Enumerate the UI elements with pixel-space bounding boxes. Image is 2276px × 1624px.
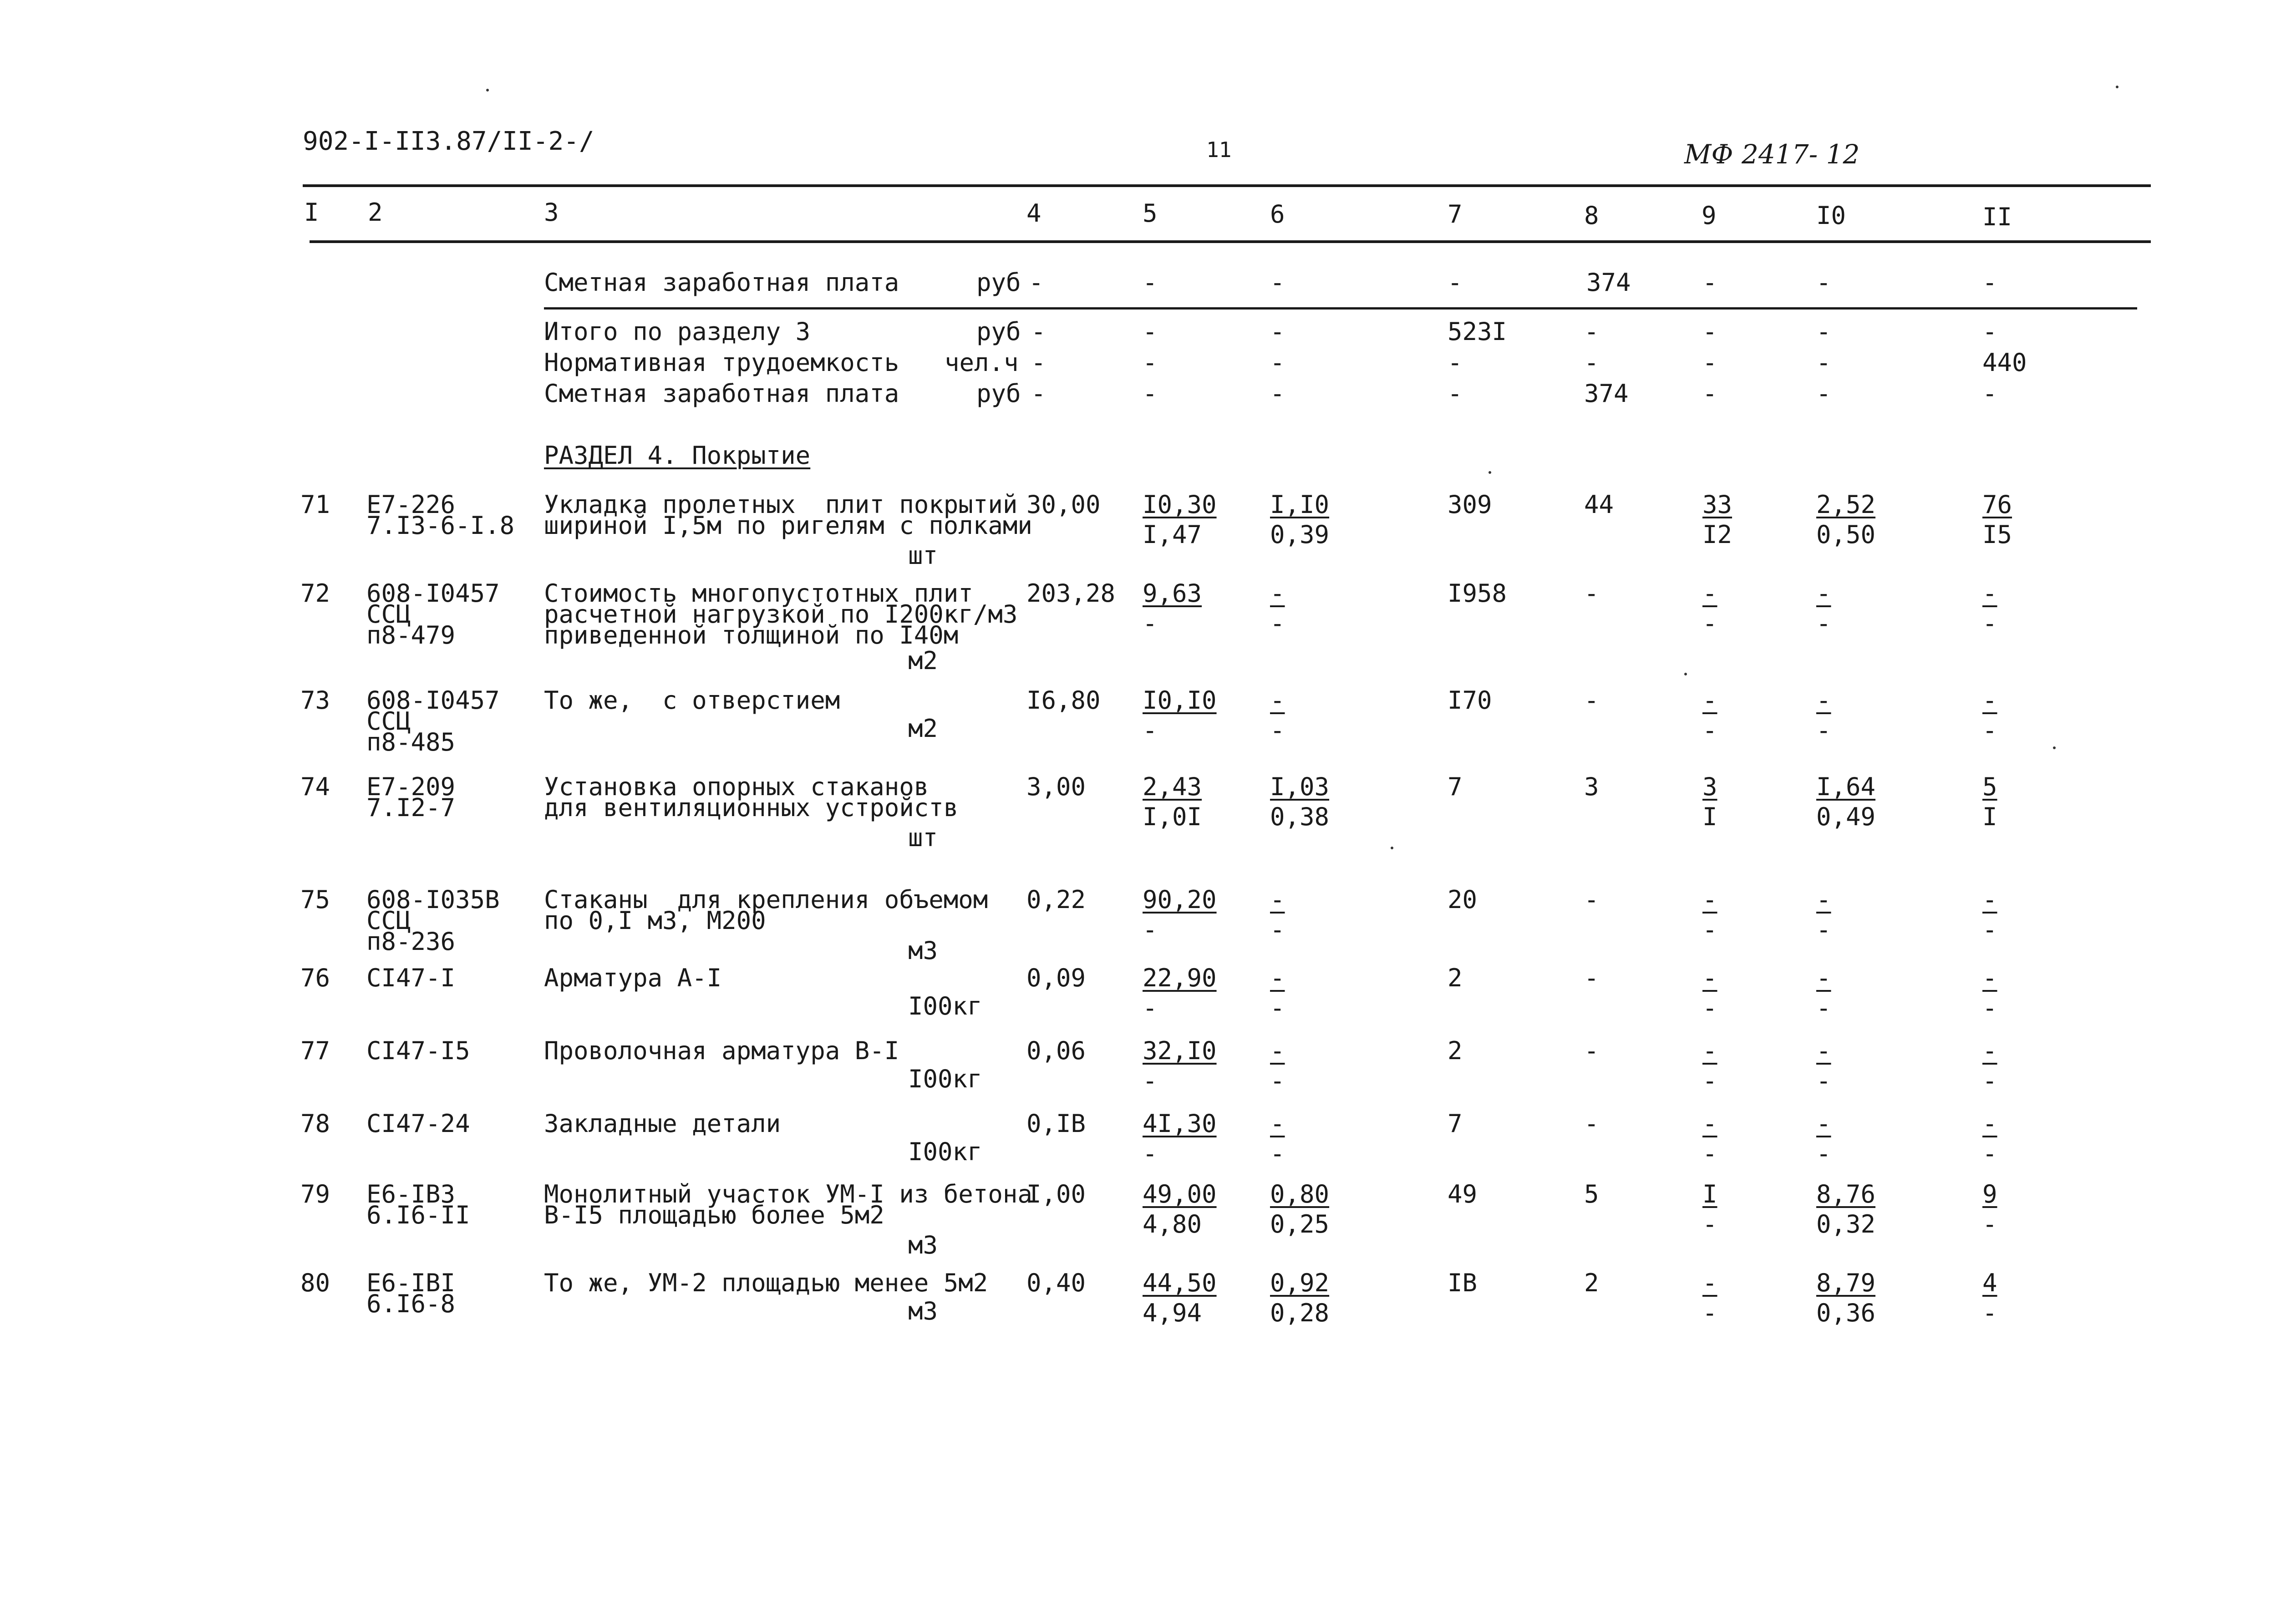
totals-c4: - xyxy=(1031,379,1046,408)
row-code-line1: Е7-209 xyxy=(366,772,456,801)
row-col10-top: - xyxy=(1816,885,1831,914)
row-number: 75 xyxy=(300,885,330,914)
row-col11-top: - xyxy=(1982,579,1997,608)
row-unit: I00кг xyxy=(908,1137,982,1166)
summary-c6: - xyxy=(1270,268,1285,297)
row-quantity: 0,06 xyxy=(1026,1036,1086,1065)
totals-c7: - xyxy=(1448,379,1463,408)
row-col9-top: - xyxy=(1702,579,1717,608)
row-col7: I70 xyxy=(1448,686,1492,715)
row-quantity: 3,00 xyxy=(1026,772,1086,801)
row-col8: - xyxy=(1584,1109,1599,1138)
totals-c5: - xyxy=(1143,317,1158,346)
row-col5-bottom: - xyxy=(1143,1066,1158,1095)
summary-c9: - xyxy=(1702,268,1717,297)
row-col11-top: - xyxy=(1982,1109,1997,1138)
row-col9-top: - xyxy=(1702,885,1717,914)
row-col11-top: - xyxy=(1982,885,1997,914)
row-description-line1: Проволочная арматура В-I xyxy=(544,1036,899,1065)
row-col9-bottom: I2 xyxy=(1702,520,1732,549)
row-description-line1: Установка опорных стаканов xyxy=(544,772,929,801)
row-col9-top: I xyxy=(1702,1180,1717,1208)
totals-c6: - xyxy=(1270,348,1285,377)
col-header-10: I0 xyxy=(1816,201,1846,230)
row-col9-bottom: - xyxy=(1702,1210,1717,1238)
row-col7: 2 xyxy=(1448,1036,1463,1065)
row-col11-bottom: - xyxy=(1982,716,1997,745)
row-col5-top: 2,43 xyxy=(1143,772,1202,801)
row-description-line3: приведенной толщиной по I40м xyxy=(544,621,959,650)
row-unit: шт xyxy=(908,823,938,852)
row-description-line2: шириной I,5м по ригелям с полками xyxy=(544,511,1032,540)
totals-c8: - xyxy=(1584,317,1599,346)
summary-c5: - xyxy=(1143,268,1158,297)
row-col5-bottom: 4,94 xyxy=(1143,1299,1202,1327)
row-col10-top: 8,76 xyxy=(1816,1180,1876,1208)
row-col5-top: I0,30 xyxy=(1143,490,1217,519)
row-number: 76 xyxy=(300,964,330,992)
row-col10-bottom: - xyxy=(1816,1139,1831,1168)
totals-c5: - xyxy=(1143,379,1158,408)
col-header-11: II xyxy=(1982,203,2012,231)
row-description-line1: Закладные детали xyxy=(544,1109,781,1138)
row-col9-bottom: - xyxy=(1702,609,1717,638)
header-bottom-rule xyxy=(310,240,2151,243)
totals-c8: - xyxy=(1584,348,1599,377)
row-quantity: I6,80 xyxy=(1026,686,1101,715)
col-header-3: 3 xyxy=(544,198,559,227)
row-col6-bottom: - xyxy=(1270,915,1285,944)
row-col5-bottom: - xyxy=(1143,716,1158,745)
scan-speck xyxy=(1489,471,1491,474)
row-col9-top: - xyxy=(1702,1036,1717,1065)
row-col11-top: - xyxy=(1982,1036,1997,1065)
row-code-line1: 608-I035В xyxy=(366,885,500,914)
row-col10-top: - xyxy=(1816,1036,1831,1065)
row-number: 73 xyxy=(300,686,330,715)
row-col10-bottom: - xyxy=(1816,994,1831,1022)
row-col10-bottom: - xyxy=(1816,1066,1831,1095)
row-col11-top: 76 xyxy=(1982,490,2012,519)
row-code-line1: Е7-226 xyxy=(366,490,456,519)
row-code-line1: СI47-I xyxy=(366,964,456,992)
col-header-6: 6 xyxy=(1270,200,1285,228)
row-col10-top: - xyxy=(1816,686,1831,715)
row-col9-bottom: - xyxy=(1702,1139,1717,1168)
row-col6-bottom: - xyxy=(1270,1066,1285,1095)
row-col10-top: - xyxy=(1816,964,1831,992)
row-col9-top: - xyxy=(1702,964,1717,992)
summary-unit: руб xyxy=(976,268,1021,297)
row-code-line1: Е6-IВI xyxy=(366,1269,456,1297)
row-col9-bottom: - xyxy=(1702,915,1717,944)
totals-c5: - xyxy=(1143,348,1158,377)
row-col6-bottom: 0,28 xyxy=(1270,1299,1330,1327)
row-col11-bottom: I5 xyxy=(1982,520,2012,549)
row-code-line2: ССЦ xyxy=(366,906,411,935)
row-description-line1: Стоимость многопустотных плит xyxy=(544,579,973,608)
row-col5-top: 4I,30 xyxy=(1143,1109,1217,1138)
row-col6-top: - xyxy=(1270,579,1285,608)
col-header-2: 2 xyxy=(368,198,383,227)
document-code: 902-I-II3.87/II-2-/ xyxy=(303,127,594,156)
totals-c11: 440 xyxy=(1982,348,2027,377)
totals-c9: - xyxy=(1702,317,1717,346)
row-quantity: 0,40 xyxy=(1026,1269,1086,1297)
scan-speck xyxy=(1391,847,1393,849)
row-description-line1: То же, с отверстием xyxy=(544,686,840,715)
row-col8: - xyxy=(1584,964,1599,992)
totals-unit: руб xyxy=(976,379,1021,408)
row-col6-top: - xyxy=(1270,686,1285,715)
row-unit: м3 xyxy=(908,936,938,965)
totals-c7: 523I xyxy=(1448,317,1507,346)
row-col5-bottom: - xyxy=(1143,609,1158,638)
row-col6-top: - xyxy=(1270,964,1285,992)
row-code-line1: СI47-24 xyxy=(366,1109,470,1138)
summary-c8: 374 xyxy=(1586,268,1631,297)
row-col9-top: - xyxy=(1702,686,1717,715)
row-col10-bottom: 0,50 xyxy=(1816,520,1876,549)
row-col10-bottom: - xyxy=(1816,915,1831,944)
row-col7: 2 xyxy=(1448,964,1463,992)
row-col6-bottom: 0,25 xyxy=(1270,1210,1330,1238)
row-col5-bottom: - xyxy=(1143,915,1158,944)
row-col8: - xyxy=(1584,579,1599,608)
summary-label: Сметная заработная плата xyxy=(544,268,899,297)
row-col6-bottom: - xyxy=(1270,1139,1285,1168)
row-col10-bottom: 0,32 xyxy=(1816,1210,1876,1238)
row-col10-bottom: 0,49 xyxy=(1816,802,1876,831)
row-col5-bottom: - xyxy=(1143,994,1158,1022)
row-col7: 7 xyxy=(1448,772,1463,801)
totals-unit: руб xyxy=(976,317,1021,346)
row-col10-top: - xyxy=(1816,1109,1831,1138)
row-col8: 44 xyxy=(1584,490,1614,519)
row-unit: м2 xyxy=(908,646,938,675)
row-col9-top: - xyxy=(1702,1269,1717,1297)
row-col11-top: 4 xyxy=(1982,1269,1997,1297)
row-col5-top: 90,20 xyxy=(1143,885,1217,914)
row-description-line1: То же, УМ-2 площадью менее 5м2 xyxy=(544,1269,988,1297)
row-col11-top: - xyxy=(1982,964,1997,992)
row-code-line2: ССЦ xyxy=(366,600,411,629)
row-col10-top: - xyxy=(1816,579,1831,608)
row-unit: м2 xyxy=(908,714,938,743)
scan-speck xyxy=(2116,86,2119,88)
row-col9-top: 33 xyxy=(1702,490,1732,519)
col-header-5: 5 xyxy=(1143,199,1158,228)
row-col6-top: - xyxy=(1270,1109,1285,1138)
summary-rule xyxy=(544,307,2137,310)
row-col5-top: 32,I0 xyxy=(1143,1036,1217,1065)
row-description-line2: В-I5 площадью более 5м2 xyxy=(544,1201,884,1229)
row-col5-top: I0,I0 xyxy=(1143,686,1217,715)
totals-label: Итого по разделу 3 xyxy=(544,317,811,346)
row-code-line1: 608-I0457 xyxy=(366,579,500,608)
row-col11-bottom: I xyxy=(1982,802,1997,831)
row-col6-top: - xyxy=(1270,885,1285,914)
row-col8: 3 xyxy=(1584,772,1599,801)
row-code-line2: ССЦ xyxy=(366,707,411,736)
row-col7: 7 xyxy=(1448,1109,1463,1138)
row-col11-bottom: - xyxy=(1982,609,1997,638)
row-description-line1: Монолитный участок УМ-I из бетона xyxy=(544,1180,1032,1208)
summary-c4: - xyxy=(1029,268,1044,297)
row-col8: 5 xyxy=(1584,1180,1599,1208)
row-code-line3: п8-485 xyxy=(366,728,456,756)
row-code-line1: 608-I0457 xyxy=(366,686,500,715)
row-col9-top: 3 xyxy=(1702,772,1717,801)
row-col6-bottom: - xyxy=(1270,716,1285,745)
row-col6-top: - xyxy=(1270,1036,1285,1065)
row-code-line2: 6.I6-8 xyxy=(366,1289,456,1318)
row-description-line2: для вентиляционных устройств xyxy=(544,793,959,822)
scan-speck xyxy=(2053,746,2056,749)
row-col6-top: I,I0 xyxy=(1270,490,1330,519)
row-unit: м3 xyxy=(908,1297,938,1325)
row-col5-top: 44,50 xyxy=(1143,1269,1217,1297)
row-unit: I00кг xyxy=(908,1065,982,1093)
row-unit: шт xyxy=(908,541,938,570)
row-number: 72 xyxy=(300,579,330,608)
row-col10-bottom: 0,36 xyxy=(1816,1299,1876,1327)
row-number: 80 xyxy=(300,1269,330,1297)
totals-label: Нормативная трудоемкость xyxy=(544,348,899,377)
row-quantity: I,00 xyxy=(1026,1180,1086,1208)
row-col11-bottom: - xyxy=(1982,1066,1997,1095)
col-header-9: 9 xyxy=(1702,201,1717,230)
row-col11-bottom: - xyxy=(1982,994,1997,1022)
row-description-line2: по 0,I м3, М200 xyxy=(544,906,766,935)
row-description-line1: Арматура А-I xyxy=(544,964,722,992)
row-col6-bottom: 0,38 xyxy=(1270,802,1330,831)
totals-c6: - xyxy=(1270,379,1285,408)
row-col11-top: 9 xyxy=(1982,1180,1997,1208)
row-col9-bottom: I xyxy=(1702,802,1717,831)
section-title: РАЗДЕЛ 4. Покрытие xyxy=(544,441,811,470)
row-unit: м3 xyxy=(908,1231,938,1259)
row-unit: I00кг xyxy=(908,992,982,1020)
col-header-1: I xyxy=(304,198,319,227)
row-number: 79 xyxy=(300,1180,330,1208)
row-code-line2: 7.I2-7 xyxy=(366,793,456,822)
row-col7: 49 xyxy=(1448,1180,1478,1208)
row-col5-top: 9,63 xyxy=(1143,579,1202,608)
header-top-rule xyxy=(303,184,2151,187)
totals-c11: - xyxy=(1982,317,1997,346)
row-col7: I958 xyxy=(1448,579,1507,608)
row-number: 74 xyxy=(300,772,330,801)
row-col6-bottom: 0,39 xyxy=(1270,520,1330,549)
row-quantity: 30,00 xyxy=(1026,490,1101,519)
totals-c9: - xyxy=(1702,348,1717,377)
row-col8: - xyxy=(1584,1036,1599,1065)
row-code-line2: 6.I6-II xyxy=(366,1201,470,1229)
totals-c6: - xyxy=(1270,317,1285,346)
row-col11-bottom: - xyxy=(1982,1210,1997,1238)
row-col5-bottom: I,47 xyxy=(1143,520,1202,549)
handwritten-reference: МФ 2417- 12 xyxy=(1684,139,1860,170)
row-col6-bottom: - xyxy=(1270,994,1285,1022)
totals-label: Сметная заработная плата xyxy=(544,379,899,408)
row-number: 77 xyxy=(300,1036,330,1065)
row-quantity: 203,28 xyxy=(1026,579,1116,608)
col-header-8: 8 xyxy=(1584,201,1599,230)
row-col9-bottom: - xyxy=(1702,994,1717,1022)
row-col10-top: 2,52 xyxy=(1816,490,1876,519)
totals-c9: - xyxy=(1702,379,1717,408)
row-col8: - xyxy=(1584,686,1599,715)
row-col10-bottom: - xyxy=(1816,716,1831,745)
totals-c10: - xyxy=(1816,379,1831,408)
row-col9-bottom: - xyxy=(1702,716,1717,745)
row-col5-top: 22,90 xyxy=(1143,964,1217,992)
summary-c11: - xyxy=(1982,268,1997,297)
row-description-line1: Стаканы для крепления объемом xyxy=(544,885,988,914)
totals-c10: - xyxy=(1816,348,1831,377)
row-description-line1: Укладка пролетных плит покрытий xyxy=(544,490,1018,519)
row-code-line2: 7.I3-6-I.8 xyxy=(366,511,515,540)
row-code-line1: СI47-I5 xyxy=(366,1036,470,1065)
totals-c4: - xyxy=(1031,348,1046,377)
row-col8: - xyxy=(1584,885,1599,914)
row-col5-bottom: - xyxy=(1143,1139,1158,1168)
row-col6-top: I,03 xyxy=(1270,772,1330,801)
row-quantity: 0,22 xyxy=(1026,885,1086,914)
totals-c8: 374 xyxy=(1584,379,1629,408)
totals-unit: чел.ч xyxy=(945,348,1019,377)
row-col10-top: 8,79 xyxy=(1816,1269,1876,1297)
totals-c11: - xyxy=(1982,379,1997,408)
row-col11-bottom: - xyxy=(1982,1299,1997,1327)
row-col7: IВ xyxy=(1448,1269,1478,1297)
summary-c10: - xyxy=(1816,268,1831,297)
row-col5-bottom: I,0I xyxy=(1143,802,1202,831)
scan-speck xyxy=(1684,673,1687,675)
totals-c7: - xyxy=(1448,348,1463,377)
row-col10-bottom: - xyxy=(1816,609,1831,638)
row-col10-top: I,64 xyxy=(1816,772,1876,801)
row-col7: 309 xyxy=(1448,490,1492,519)
row-col11-top: - xyxy=(1982,686,1997,715)
row-quantity: 0,09 xyxy=(1026,964,1086,992)
row-col7: 20 xyxy=(1448,885,1478,914)
row-col6-top: 0,92 xyxy=(1270,1269,1330,1297)
row-quantity: 0,IВ xyxy=(1026,1109,1086,1138)
row-col11-top: 5 xyxy=(1982,772,1997,801)
row-number: 78 xyxy=(300,1109,330,1138)
row-col11-bottom: - xyxy=(1982,915,1997,944)
summary-c7: - xyxy=(1448,268,1463,297)
row-col6-top: 0,80 xyxy=(1270,1180,1330,1208)
row-code-line3: п8-236 xyxy=(366,927,456,956)
row-description-line2: расчетной нагрузкой по I200кг/м3 xyxy=(544,600,1018,629)
scan-speck xyxy=(486,89,489,91)
row-number: 71 xyxy=(300,490,330,519)
totals-c10: - xyxy=(1816,317,1831,346)
row-col11-bottom: - xyxy=(1982,1139,1997,1168)
row-col6-bottom: - xyxy=(1270,609,1285,638)
row-col8: 2 xyxy=(1584,1269,1599,1297)
row-col5-bottom: 4,80 xyxy=(1143,1210,1202,1238)
col-header-7: 7 xyxy=(1448,200,1463,228)
row-code-line3: п8-479 xyxy=(366,621,456,650)
col-header-4: 4 xyxy=(1026,199,1041,228)
totals-c4: - xyxy=(1031,317,1046,346)
row-col5-top: 49,00 xyxy=(1143,1180,1217,1208)
row-col9-bottom: - xyxy=(1702,1066,1717,1095)
row-code-line1: Е6-IВ3 xyxy=(366,1180,456,1208)
row-col9-top: - xyxy=(1702,1109,1717,1138)
row-col9-bottom: - xyxy=(1702,1299,1717,1327)
page-number: 11 xyxy=(1206,137,1232,162)
